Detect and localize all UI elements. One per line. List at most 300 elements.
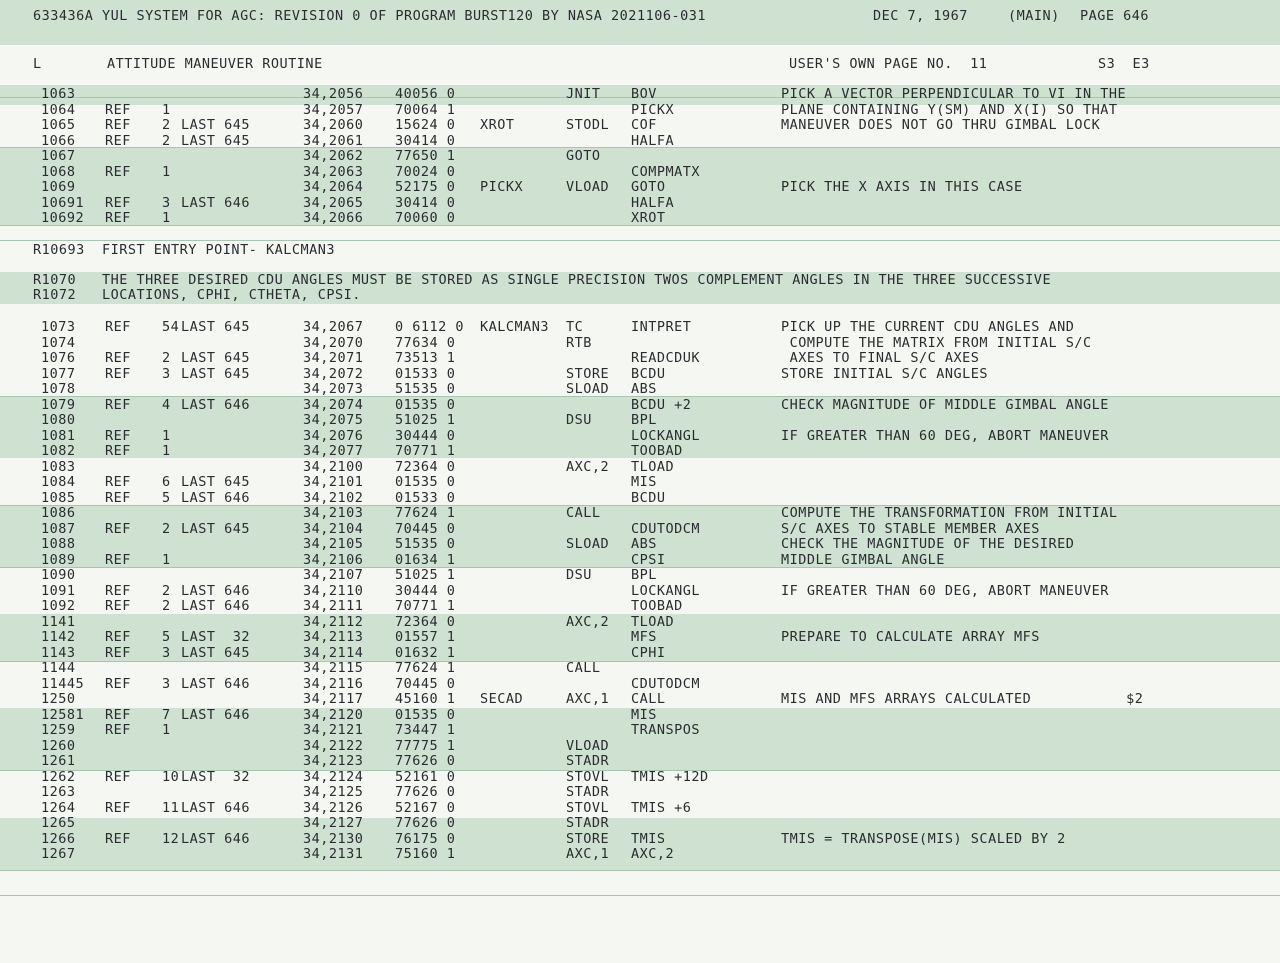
remark-line: R10693 FIRST ENTRY POINT- KALCMAN3 [33,242,335,258]
octal-word: 77775 1 [395,737,456,754]
opcode: CALL [566,660,601,676]
opcode: STORE [566,365,610,382]
address: 34,2115 [303,660,364,676]
octal-word: 70064 1 [395,101,456,118]
octal-word: 77634 0 [395,334,456,351]
octal-word: 52161 0 [395,768,456,785]
operand: MIS [631,474,657,490]
line-number: 1064 [41,101,76,118]
opcode: AXC,1 [566,691,610,707]
ref-last: LAST 646 [181,675,251,692]
line-number: 1092 [41,598,76,614]
address: 34,2057 [303,101,364,118]
ref-last: LAST 645 [181,520,251,537]
octal-word: 75160 1 [395,846,456,862]
routine-title: ATTITUDE MANEUVER ROUTINE [107,56,323,72]
address: 34,2124 [303,768,364,785]
line-number: 1264 [41,799,76,816]
octal-word: 51535 0 [395,381,456,397]
ref-last: LAST 646 [181,598,251,614]
line-number: 1074 [41,334,76,351]
ref-count: 1 [162,101,171,118]
address: 34,2121 [303,722,364,738]
line-number: 1259 [41,722,76,738]
octal-word: 30444 0 [395,582,456,599]
operand: TOOBAD [631,443,683,459]
operand: INTPRET [631,319,692,335]
octal-word: 30444 0 [395,427,456,444]
operand: MIS [631,706,657,723]
line-number: 11445 [41,675,85,692]
label: XROT [480,117,515,133]
comment: PLANE CONTAINING Y(SM) AND X(I) SO THAT [781,101,1118,118]
ref-keyword: REF [105,799,131,816]
address: 34,2072 [303,365,364,382]
opcode: CALL [566,505,601,521]
ref-keyword: REF [105,194,131,211]
ref-last: LAST 646 [181,706,251,723]
operand: BCDU [631,365,666,382]
line-number: 1144 [41,660,76,676]
opcode: DSU [566,567,592,583]
opcode: SLOAD [566,536,610,552]
opcode: STODL [566,117,610,133]
octal-word: 73447 1 [395,722,456,738]
ref-last: LAST 646 [181,582,251,599]
operand: ABS [631,536,657,552]
octal-word: 01533 0 [395,365,456,382]
ref-last: LAST 646 [181,489,251,506]
ref-count: 11 [162,799,180,816]
header-page: PAGE 646 [1080,8,1150,24]
ref-last: LAST 646 [181,799,251,816]
line-number: 1079 [41,396,76,413]
line-number: 1076 [41,350,76,366]
line-number: 1085 [41,489,76,506]
octal-word: 01557 1 [395,629,456,645]
opcode: RTB [566,334,592,351]
comment: TMIS = TRANSPOSE(MIS) SCALED BY 2 [781,830,1066,847]
octal-word: 30414 0 [395,132,456,149]
line-number: 1078 [41,381,76,397]
ref-last: LAST 32 [181,768,251,785]
octal-word: 77624 1 [395,660,456,676]
ref-keyword: REF [105,117,131,133]
address: 34,2120 [303,706,364,723]
header-date: DEC 7, 1967 [873,8,968,24]
octal-word: 01634 1 [395,551,456,568]
octal-word: 70771 1 [395,598,456,614]
operand: GOTO [631,179,666,195]
ref-count: 3 [162,194,171,211]
line-number: 1086 [41,505,76,521]
ref-keyword: REF [105,396,131,413]
address: 34,2070 [303,334,364,351]
ref-count: 5 [162,629,171,645]
comment: PREPARE TO CALCULATE ARRAY MFS [781,629,1040,645]
line-number: 10691 [41,194,85,211]
remark-line: R1072 LOCATIONS, CPHI, CTHETA, CPSI. [33,287,361,303]
address: 34,2102 [303,489,364,506]
opcode: STADR [566,753,610,769]
address: 34,2056 [303,86,364,102]
line-number: 1063 [41,86,76,102]
comment: IF GREATER THAN 60 DEG, ABORT MANEUVER [781,582,1109,599]
ref-last: LAST 645 [181,350,251,366]
ref-keyword: REF [105,443,131,459]
operand: XROT [631,210,666,226]
ref-keyword: REF [105,365,131,382]
octal-word: 52175 0 [395,179,456,195]
ref-keyword: REF [105,644,131,661]
line-number: 1261 [41,753,76,769]
comment: PICK UP THE CURRENT CDU ANGLES AND [781,319,1075,335]
line-number: 1262 [41,768,76,785]
comment: PICK THE X AXIS IN THIS CASE [781,179,1023,195]
operand: MFS [631,629,657,645]
ref-last: LAST 32 [181,629,251,645]
octal-word: 77626 0 [395,815,456,831]
listing-header: 633436A YUL SYSTEM FOR AGC: REVISION 0 OF PROGRAM BURST120 BY NASA 2021106-031 [33,8,706,24]
ref-keyword: REF [105,132,131,149]
octal-word: 30414 0 [395,194,456,211]
ref-keyword: REF [105,706,131,723]
address: 34,2062 [303,148,364,164]
opcode: VLOAD [566,179,610,195]
address: 34,2106 [303,551,364,568]
octal-word: 52167 0 [395,799,456,816]
ref-keyword: REF [105,629,131,645]
opcode: GOTO [566,148,601,164]
rule-line [0,661,1280,662]
ref-last: LAST 646 [181,194,251,211]
octal-word: 76175 0 [395,830,456,847]
ref-count: 1 [162,551,171,568]
line-number: 1066 [41,132,76,149]
operand: PICKX [631,101,675,118]
subheader-mark: L [33,56,42,72]
ref-last: LAST 646 [181,396,251,413]
comment: MANEUVER DOES NOT GO THRU GIMBAL LOCK [781,117,1101,133]
ref-count: 1 [162,443,171,459]
operand: CPSI [631,551,666,568]
octal-word: 01632 1 [395,644,456,661]
address: 34,2060 [303,117,364,133]
octal-word: 40056 0 [395,86,456,102]
comment: COMPUTE THE MATRIX FROM INITIAL S/C [781,334,1092,351]
comment: CHECK MAGNITUDE OF MIDDLE GIMBAL ANGLE [781,396,1109,413]
ref-count: 5 [162,489,171,506]
address: 34,2065 [303,194,364,211]
operand: LOCKANGL [631,582,701,599]
octal-word: 72364 0 [395,613,456,630]
octal-word: 73513 1 [395,350,456,366]
octal-word: 51535 0 [395,536,456,552]
operand: AXC,2 [631,846,675,862]
ref-count: 7 [162,706,171,723]
line-number: 1266 [41,830,76,847]
address: 34,2067 [303,319,364,335]
operand: BPL [631,567,657,583]
remark-line: R1070 THE THREE DESIRED CDU ANGLES MUST BE STORED AS SINGLE PRECISION TWOS COMPLEMENT ANGLES IN THE THREE SUCCESSIVE [33,272,1052,288]
octal-word: 77650 1 [395,148,456,164]
address: 34,2066 [303,210,364,226]
octal-word: 01535 0 [395,474,456,490]
address: 34,2116 [303,675,364,692]
comment: PICK A VECTOR PERPENDICULAR TO VI IN THE [781,86,1127,102]
line-number: 1265 [41,815,76,831]
octal-word: 01533 0 [395,489,456,506]
opcode: STADR [566,815,610,831]
ref-count: 3 [162,365,171,382]
ref-count: 3 [162,675,171,692]
operand: LOCKANGL [631,427,701,444]
operand: COMPMATX [631,163,701,180]
line-number: 1067 [41,148,76,164]
ref-count: 2 [162,117,171,133]
line-number: 1267 [41,846,76,862]
ref-count: 1 [162,210,171,226]
rule-line [0,240,1280,241]
line-number: 1090 [41,567,76,583]
ref-count: 1 [162,722,171,738]
opcode: AXC,2 [566,458,610,475]
octal-word: 70445 0 [395,520,456,537]
operand: HALFA [631,194,675,211]
address: 34,2073 [303,381,364,397]
ref-last: LAST 645 [181,474,251,490]
operand: CPHI [631,644,666,661]
ref-count: 54 [162,319,180,335]
address: 34,2071 [303,350,364,366]
operand: READCDUK [631,350,701,366]
label: SECAD [480,691,524,707]
line-number: 1082 [41,443,76,459]
line-number: 1081 [41,427,76,444]
operand: BCDU +2 [631,396,692,413]
address: 34,2131 [303,846,364,862]
operand: BCDU [631,489,666,506]
ref-keyword: REF [105,163,131,180]
operand: TRANSPOS [631,722,701,738]
address: 34,2114 [303,644,364,661]
opcode: TC [566,319,584,335]
line-number: 1141 [41,613,76,630]
rule-line [0,870,1280,871]
address: 34,2077 [303,443,364,459]
line-number: 1073 [41,319,76,335]
line-number: 1142 [41,629,76,645]
address: 34,2107 [303,567,364,583]
ref-last: LAST 645 [181,644,251,661]
address: 34,2075 [303,412,364,428]
address: 34,2074 [303,396,364,413]
ref-last: LAST 645 [181,132,251,149]
operand: ABS [631,381,657,397]
ref-count: 3 [162,644,171,661]
operand: TMIS [631,830,666,847]
operand: TMIS +6 [631,799,692,816]
ref-last: LAST 645 [181,365,251,382]
comment: IF GREATER THAN 60 DEG, ABORT MANEUVER [781,427,1109,444]
ref-count: 1 [162,427,171,444]
ref-keyword: REF [105,830,131,847]
address: 34,2127 [303,815,364,831]
ref-count: 10 [162,768,180,785]
address: 34,2105 [303,536,364,552]
octal-word: 77626 0 [395,784,456,800]
opcode: STADR [566,784,610,800]
line-number: 1084 [41,474,76,490]
line-number: 1263 [41,784,76,800]
operand: BPL [631,412,657,428]
comment: MIDDLE GIMBAL ANGLE [781,551,945,568]
comment: STORE INITIAL S/C ANGLES [781,365,989,382]
ref-keyword: REF [105,427,131,444]
ref-count: 6 [162,474,171,490]
section-codes: S3 E3 [1098,56,1150,72]
ref-count: 2 [162,520,171,537]
line-number: 1091 [41,582,76,599]
address: 34,2104 [303,520,364,537]
address: 34,2113 [303,629,364,645]
rule-line [0,895,1280,896]
ref-keyword: REF [105,319,131,335]
octal-word: 51025 1 [395,412,456,428]
header-main: (MAIN) [1008,8,1060,24]
comment: CHECK THE MAGNITUDE OF THE DESIRED [781,536,1075,552]
address: 34,2117 [303,691,364,707]
ref-last: LAST 646 [181,830,251,847]
octal-word: 70445 0 [395,675,456,692]
ref-count: 4 [162,396,171,413]
operand: CALL [631,691,666,707]
label: KALCMAN3 [480,319,550,335]
address: 34,2125 [303,784,364,800]
ref-last: LAST 645 [181,117,251,133]
octal-word: 70024 0 [395,163,456,180]
address: 34,2061 [303,132,364,149]
opcode: STOVL [566,799,610,816]
octal-word: 01535 0 [395,396,456,413]
operand: CDUTODCM [631,520,701,537]
comment: COMPUTE THE TRANSFORMATION FROM INITIAL [781,505,1118,521]
opcode: DSU [566,412,592,428]
octal-word: 77626 0 [395,753,456,769]
ref-keyword: REF [105,675,131,692]
octal-word: 15624 0 [395,117,456,133]
line-number: 1077 [41,365,76,382]
opcode: STORE [566,830,610,847]
ref-keyword: REF [105,210,131,226]
operand: HALFA [631,132,675,149]
octal-word: 0 6112 0 [395,319,465,335]
ref-keyword: REF [105,101,131,118]
comment: S/C AXES TO STABLE MEMBER AXES [781,520,1040,537]
address: 34,2122 [303,737,364,754]
address: 34,2112 [303,613,364,630]
ref-keyword: REF [105,520,131,537]
ref-keyword: REF [105,722,131,738]
line-number: 1143 [41,644,76,661]
address: 34,2123 [303,753,364,769]
address: 34,2110 [303,582,364,599]
opcode: STOVL [566,768,610,785]
octal-word: 70060 0 [395,210,456,226]
address: 34,2126 [303,799,364,816]
ref-keyword: REF [105,598,131,614]
address: 34,2111 [303,598,364,614]
operand: TLOAD [631,458,675,475]
address: 34,2130 [303,830,364,847]
octal-word: 45160 1 [395,691,456,707]
ref-last: LAST 645 [181,319,251,335]
ref-count: 1 [162,163,171,180]
ref-keyword: REF [105,768,131,785]
label: PICKX [480,179,524,195]
ref-keyword: REF [105,551,131,568]
address: 34,2064 [303,179,364,195]
line-number: 1080 [41,412,76,428]
ref-keyword: REF [105,474,131,490]
operand: TOOBAD [631,598,683,614]
ref-count: 2 [162,598,171,614]
line-number: 1087 [41,520,76,537]
octal-word: 70771 1 [395,443,456,459]
ref-count: 2 [162,132,171,149]
opcode: VLOAD [566,737,610,754]
ref-count: 2 [162,582,171,599]
operand: TLOAD [631,613,675,630]
ref-keyword: REF [105,489,131,506]
octal-word: 72364 0 [395,458,456,475]
address: 34,2103 [303,505,364,521]
address: 34,2076 [303,427,364,444]
ref-keyword: REF [105,350,131,366]
line-number: 1250 [41,691,76,707]
line-number: 10692 [41,210,85,226]
ref-count: 2 [162,350,171,366]
opcode: JNIT [566,86,601,102]
line-number: 1088 [41,536,76,552]
user-page-number: USER'S OWN PAGE NO. 11 [789,56,988,72]
line-number: 12581 [41,706,85,723]
opcode: SLOAD [566,381,610,397]
address: 34,2101 [303,474,364,490]
line-number: 1065 [41,117,76,133]
line-number: 1069 [41,179,76,195]
octal-word: 77624 1 [395,505,456,521]
octal-word: 51025 1 [395,567,456,583]
operand: BOV [631,86,657,102]
operand: CDUTODCM [631,675,701,692]
operand: COF [631,117,657,133]
opcode: AXC,2 [566,613,610,630]
line-number: 1083 [41,458,76,475]
comment: AXES TO FINAL S/C AXES [781,350,980,366]
address: 34,2063 [303,163,364,180]
comment: MIS AND MFS ARRAYS CALCULATED $2 [781,691,1144,707]
opcode: AXC,1 [566,846,610,862]
ref-keyword: REF [105,582,131,599]
line-number: 1260 [41,737,76,754]
ref-count: 12 [162,830,180,847]
line-number: 1089 [41,551,76,568]
operand: TMIS +12D [631,768,709,785]
octal-word: 01535 0 [395,706,456,723]
line-number: 1068 [41,163,76,180]
address: 34,2100 [303,458,364,475]
